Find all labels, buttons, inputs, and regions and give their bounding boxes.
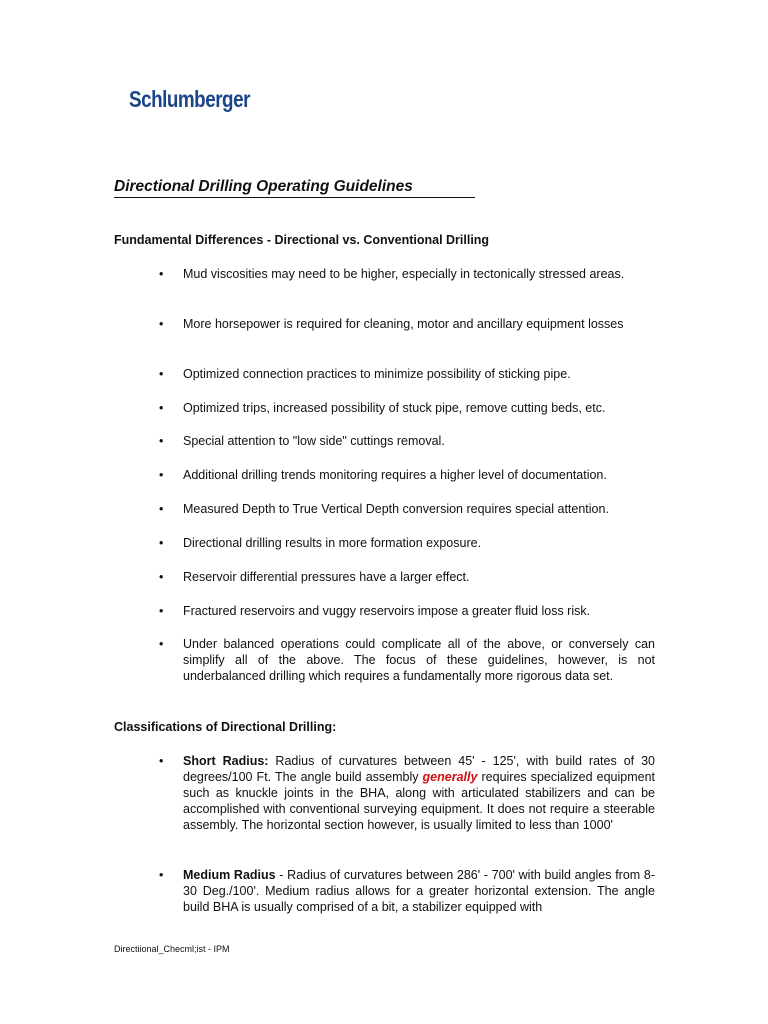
bullet-icon: • bbox=[159, 434, 164, 448]
bullet-icon: • bbox=[159, 754, 164, 768]
bullet-icon: • bbox=[159, 401, 164, 415]
schlumberger-logo: Schlumberger bbox=[129, 86, 250, 112]
list-item: • Under balanced operations could complicate all of the above, or conversely can simplify all of the above. The focus of these guidelines, however, is not underbalanced drilling which requires a fundamentally more rigorous data set. bbox=[159, 637, 655, 683]
list-item-short-radius: • Short Radius: Radius of curvatures between 45' - 125', with build rates of 30 degrees/100 Ft. The angle build assembly generally requires specialized equipment such as knuckle joints in the BHA, along with articulated stabilizers and can be accomplished with conventional surveying equipment. It does not require a steerable assembly. The horizontal section however, is usually limited to less than 1000' bbox=[159, 754, 655, 832]
list-item: • Reservoir differential pressures have a larger effect. bbox=[159, 570, 470, 584]
bullet-icon: • bbox=[159, 468, 164, 482]
list-item: • Measured Depth to True Vertical Depth conversion requires special attention. bbox=[159, 502, 609, 516]
bullet-icon: • bbox=[159, 637, 164, 651]
term-medium-radius: Medium Radius bbox=[183, 868, 276, 882]
bullet-icon: • bbox=[159, 868, 164, 882]
bullet-icon: • bbox=[159, 317, 164, 331]
list-item: • Fractured reservoirs and vuggy reservoirs impose a greater fluid loss risk. bbox=[159, 604, 591, 618]
list-item: • Mud viscosities may need to be higher, especially in tectonically stressed areas. bbox=[159, 267, 625, 281]
bullet-icon: • bbox=[159, 267, 164, 281]
section-heading-classifications: Classifications of Directional Drilling: bbox=[114, 720, 337, 734]
bullet-icon: • bbox=[159, 570, 164, 584]
emphasis-generally: generally bbox=[422, 770, 478, 784]
list-item: • Special attention to "low side" cuttings removal. bbox=[159, 434, 445, 448]
list-item: • More horsepower is required for cleaning, motor and ancillary equipment losses bbox=[159, 317, 624, 331]
list-item: • Additional drilling trends monitoring requires a higher level of documentation. bbox=[159, 468, 607, 482]
page-footer: Directiional_Checml;ist - IPM bbox=[114, 944, 230, 954]
bullet-icon: • bbox=[159, 367, 164, 381]
list-item: • Optimized connection practices to minimize possibility of sticking pipe. bbox=[159, 367, 571, 381]
list-item: • Optimized trips, increased possibility of stuck pipe, remove cutting beds, etc. bbox=[159, 401, 606, 415]
document-title: Directional Drilling Operating Guidelines bbox=[114, 178, 475, 198]
list-item-medium-radius: • Medium Radius - Radius of curvatures between 286' - 700' with build angles from 8-30 Deg./100'. Medium radius allows for a greater horizontal extension. The angle build BHA is usually comprised of a bit, a stabilizer equipped with bbox=[159, 868, 656, 914]
section-heading-fundamental-differences: Fundamental Differences - Directional vs. Conventional Drilling bbox=[114, 233, 490, 247]
term-short-radius: Short Radius: bbox=[183, 754, 269, 768]
bullet-icon: • bbox=[159, 536, 164, 550]
bullet-icon: • bbox=[159, 604, 164, 618]
bullet-icon: • bbox=[159, 502, 164, 516]
list-item: • Directional drilling results in more formation exposure. bbox=[159, 536, 482, 550]
